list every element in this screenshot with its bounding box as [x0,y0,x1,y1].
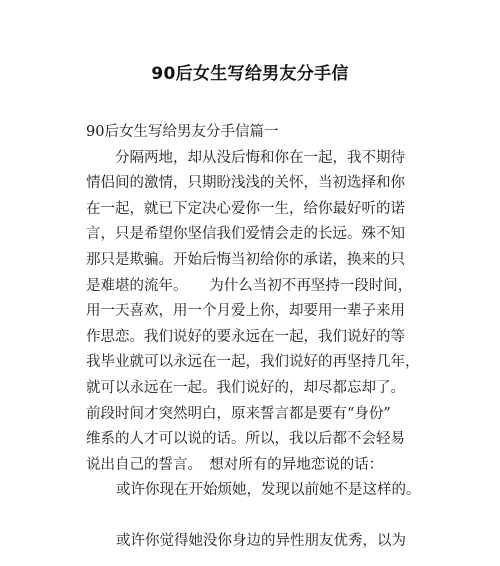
paragraph-line: 维系的人才可以说的话。所以，我以后都不会轻易 [86,431,405,448]
paragraph-line: 说出自己的誓言。 想对所有的异地恋说的话： [86,456,384,473]
paragraph-line: 就可以永远在一起。我们说好的，却尽都忘却了。 [86,379,405,396]
document-body [86,120,436,555]
paragraph-line: 那只是欺骗。开始后悔当初给你的承诺，换来的只 [86,251,405,268]
paragraph-line: 我毕业就可以永远在一起，我们说好的再坚持几年， [86,354,420,371]
paragraph-line: 用一天喜欢，用一个月爱上你，却要用一辈子来用 [86,303,405,320]
paragraph-line: 或许你现在开始烦她，发现以前她不是这样的。 [116,482,421,499]
paragraph-line: 分隔两地，却从没后悔和你在一起，我不期待 [115,149,405,166]
paragraph-line: 是难堪的流年。 为什么当初不再坚持一段时间， [86,277,413,294]
paragraph-gap [86,504,436,529]
paragraph-line: 在一起，就已下定决心爱你一生，给你最好听的诺 [86,200,405,217]
document-title: 90后女生写给男友分手信 [151,64,349,84]
paragraph-line: 情侣间的激情，只期盼浅浅的关怀，当初选择和你 [86,175,405,192]
paragraph-line: 或许你觉得她没你身边的异性朋友优秀，以为 [116,532,406,549]
section-heading: 90后女生写给男友分手信篇一 [86,124,279,140]
paragraph-line: 作思恋。我们说好的要永远在一起，我们说好的等 [86,328,405,345]
paragraph-line: 言，只是希望你坚信我们爱情会走的长远。殊不知 [86,226,405,243]
paragraph-line: 前段时间才突然明白，原来誓言都是要有“身份” [86,405,391,422]
